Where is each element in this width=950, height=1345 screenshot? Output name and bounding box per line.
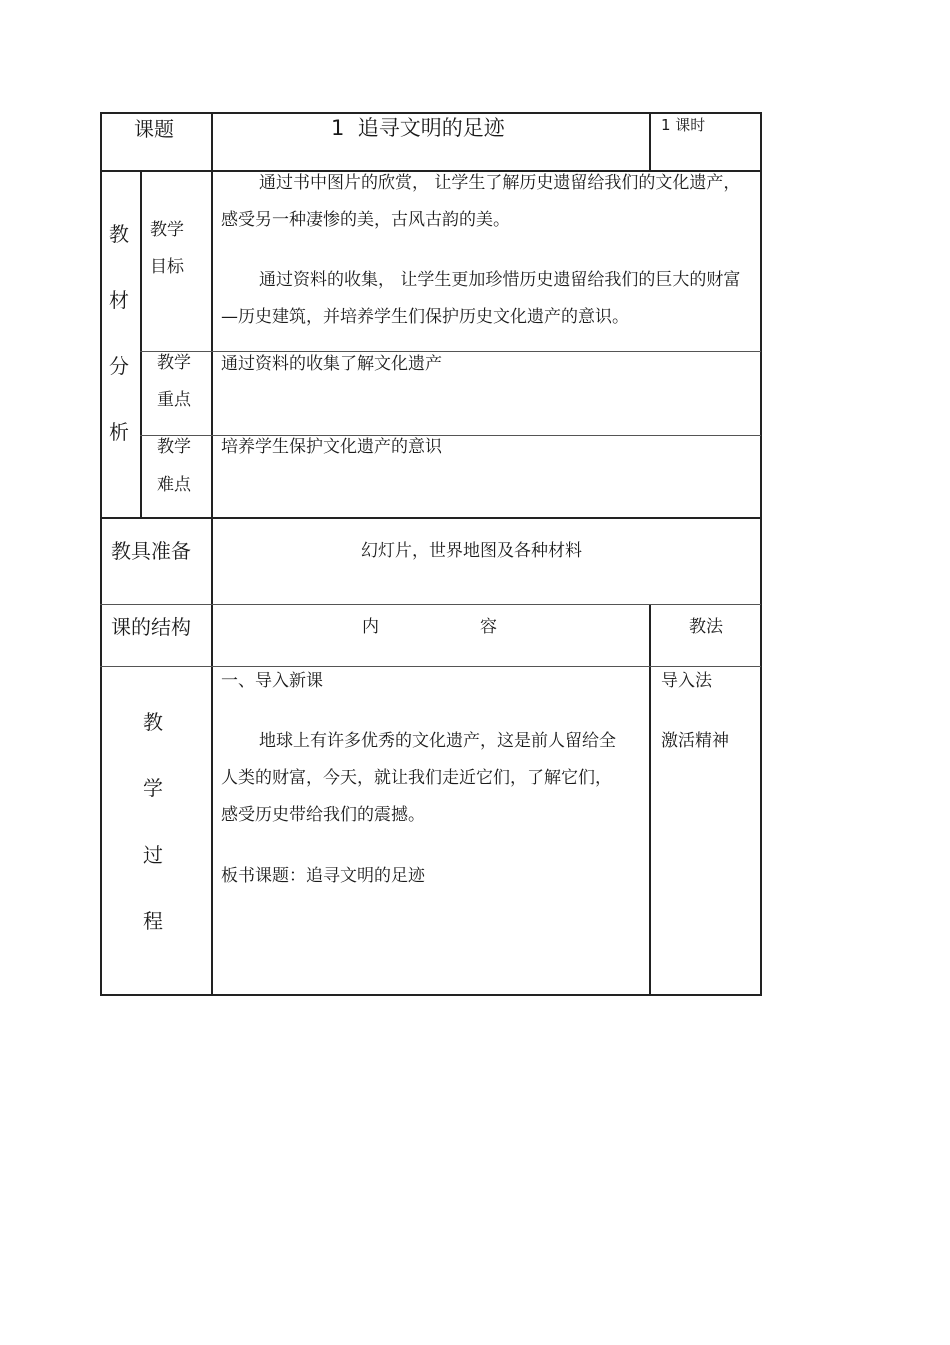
table-border-left [100, 112, 102, 996]
analysis-label-char-3: 分 [109, 354, 129, 378]
period-count: 1 课时 [661, 116, 706, 134]
table-border-right [760, 112, 762, 996]
content-header-char-2: 容 [480, 617, 497, 637]
column-divider-method [649, 604, 651, 996]
difficulties-content: 培养学生保护文化遗产的意识 [221, 437, 442, 457]
objectives-label-line-2: 目标 [150, 257, 184, 277]
process-label-char-4: 程 [143, 909, 163, 933]
method-item-2: 激活精神 [661, 731, 729, 751]
difficulties-label-line-2: 难点 [157, 475, 191, 495]
preparation-label: 教具准备 [111, 539, 191, 563]
row-divider-structure [100, 666, 761, 667]
keypoints-content: 通过资料的收集了解文化遗产 [221, 354, 442, 374]
column-divider-period [649, 112, 651, 171]
process-step-title: 一、导入新课 [221, 671, 323, 691]
lesson-title: 1 追寻文明的足迹 [331, 116, 505, 140]
row-divider-analysis [100, 517, 762, 519]
analysis-label-char-4: 析 [109, 420, 129, 444]
difficulties-label-line-1: 教学 [157, 437, 191, 457]
analysis-label-char-1: 教 [109, 222, 129, 246]
table-border-top [100, 112, 762, 114]
topic-label: 课题 [134, 117, 174, 141]
table-border-bottom [100, 994, 762, 996]
objectives-paragraph-1: 通过书中图片的欣赏， 让学生了解历史遗留给我们的文化遗产，感受另一种凄惨的美，古风古韵的美。 [221, 173, 741, 230]
row-divider-preparation [100, 604, 761, 605]
process-label-char-3: 过 [143, 843, 163, 867]
objectives-paragraph-2: 通过资料的收集， 让学生更加珍惜历史遗留给我们的巨大的财富—历史建筑，并培养学生们保护历史文化遗产的意识。 [221, 270, 741, 327]
structure-label: 课的结构 [111, 615, 191, 639]
column-divider-sublabel [140, 171, 142, 518]
column-divider-label [211, 112, 213, 996]
process-label-char-2: 学 [143, 776, 163, 800]
process-label-char-1: 教 [143, 710, 163, 734]
row-divider-objectives [140, 351, 761, 352]
keypoints-label-line-1: 教学 [157, 353, 191, 373]
process-paragraph: 地球上有许多优秀的文化遗产，这是前人留给全人类的财富，今天，就让我们走近它们，了解它们，感受历史带给我们的震撼。 [221, 731, 616, 825]
preparation-content: 幻灯片，世界地图及各种材料 [361, 541, 582, 561]
board-title: 板书课题：追寻文明的足迹 [221, 866, 425, 886]
method-item-1: 导入法 [661, 671, 712, 691]
keypoints-label-line-2: 重点 [157, 390, 191, 410]
analysis-label-char-2: 材 [109, 288, 129, 312]
row-divider-keypoints [140, 435, 761, 436]
method-header: 教法 [689, 617, 723, 637]
objectives-label-line-1: 教学 [150, 220, 184, 240]
content-header-char-1: 内 [362, 617, 379, 637]
